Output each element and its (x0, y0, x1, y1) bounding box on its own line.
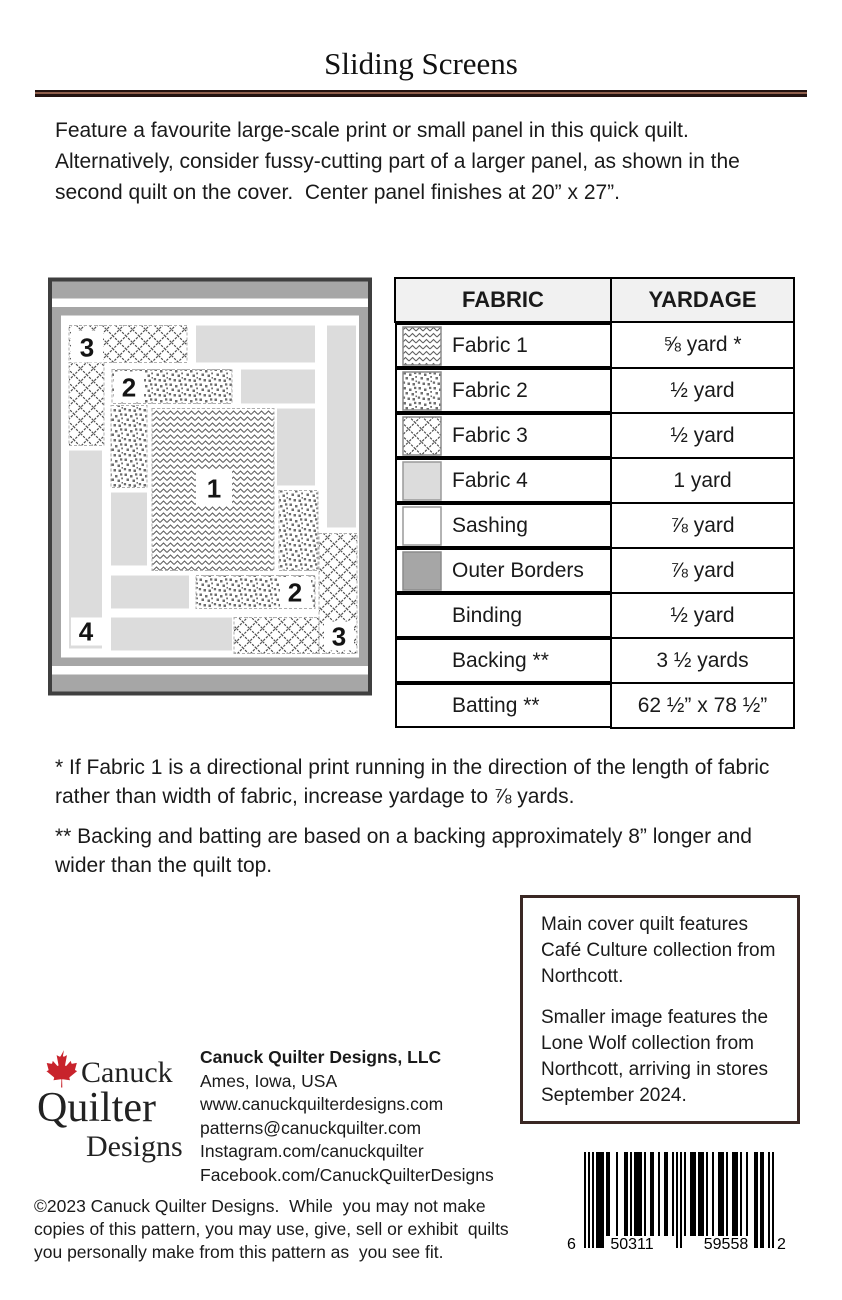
diagram-label-fabric2-top: 2 (121, 372, 137, 403)
info-box-para2: Smaller image features the Lone Wolf collection from Northcott, arriving in stores September 2024. (541, 1007, 769, 1106)
diagram-label-fabric4: 4 (78, 616, 94, 647)
table-row (395, 503, 794, 548)
fabric-name: Fabric 2 (452, 378, 528, 402)
barcode-digit-group1: 50311 (610, 1236, 654, 1253)
sashing-swatch-icon (402, 506, 442, 546)
yardage-value: 3 ½ yards (611, 638, 794, 683)
intro-text: Feature a favourite large-scale print or small panel in this quick quilt. Alternatively, consider fussy-cutting part of a larger panel, as shown in the second quilt on the cover. Center panel finishes at 20” x 27”. (55, 119, 746, 204)
note-backing-batting: ** Backing and batting are based on a backing approximately 8” longer and wider than the quilt top. (55, 825, 758, 877)
outer-borders-swatch-icon (402, 551, 442, 591)
company-location: Ames, Iowa, USA (200, 1070, 338, 1091)
patch-fabric4-mid-right (277, 409, 315, 486)
table-row (395, 638, 794, 683)
fabric2-swatch-icon (402, 371, 442, 411)
fabric-name: Binding (452, 603, 523, 627)
company-name: Canuck Quilter Designs, LLC (200, 1047, 442, 1067)
fabric-name: Batting ** (452, 693, 540, 717)
patch-fabric4-top (196, 326, 315, 363)
logo-word-quilter: Quilter (37, 1085, 156, 1131)
yardage-value: ⅝ yard * (611, 322, 794, 368)
barcode-digit-right: 2 (777, 1236, 786, 1253)
fabric-name: Fabric 1 (452, 333, 528, 357)
table-row (395, 593, 794, 638)
page-title: Sliding Screens (324, 46, 518, 81)
fabric-name: Outer Borders (452, 558, 584, 582)
fabric-name: Sashing (452, 513, 528, 537)
canuck-quilter-logo (36, 1044, 196, 1169)
company-facebook: Facebook.com/CanuckQuilterDesigns (200, 1164, 494, 1185)
yardage-value: ½ yard (611, 413, 794, 458)
company-email: patterns@canuckquilter.com (200, 1117, 422, 1138)
no-swatch-spacer (402, 596, 442, 636)
no-swatch-spacer (402, 686, 442, 726)
fabric-name: Fabric 4 (452, 468, 528, 492)
table-row (395, 368, 794, 413)
diagram-label-fabric3-top: 3 (79, 332, 95, 363)
info-box-para1: Main cover quilt features Café Culture collection from Northcott. (541, 914, 776, 987)
fabric4-swatch-icon (402, 461, 442, 501)
patch-fabric3-bottom-right-h (234, 618, 319, 654)
barcode-bars (567, 1152, 786, 1253)
company-website: www.canuckquilterdesigns.com (200, 1094, 444, 1114)
table-header-row (395, 278, 794, 322)
column-header-fabric: FABRIC (395, 278, 611, 322)
patch-fabric4-bottom (111, 618, 232, 651)
patch-fabric2-right-v (279, 491, 318, 571)
fabric-name: Fabric 3 (452, 423, 528, 447)
border-accent-stripe-bottom (52, 666, 368, 675)
yardage-value: ½ yard (611, 368, 794, 413)
yardage-value: 62 ½” x 78 ½” (611, 683, 794, 728)
patch-fabric3-top-left-v (69, 363, 104, 446)
quilt-diagram (48, 277, 372, 696)
column-header-yardage: YARDAGE (611, 278, 794, 322)
note-directional-print: * If Fabric 1 is a directional print running in the direction of the length of fabric rather than width of fabric, increase yardage to ⅞ yards. (55, 756, 776, 808)
company-instagram: Instagram.com/canuckquilter (200, 1141, 424, 1161)
no-swatch-spacer (402, 641, 442, 681)
title-divider (35, 90, 807, 97)
table-row (395, 458, 794, 503)
yardage-table (394, 277, 795, 729)
barcode-digit-left: 6 (567, 1236, 576, 1253)
patch-fabric4-lower-left (111, 576, 189, 609)
border-accent-stripe-top (52, 299, 368, 308)
yardage-value: ½ yard (611, 593, 794, 638)
logo-word-canuck: Canuck (81, 1056, 173, 1089)
patch-fabric2-left-v (111, 406, 147, 488)
patch-fabric4-mid-left (111, 493, 147, 566)
copyright-notice: ©2023 Canuck Quilter Designs. While you may not make copies of this pattern, you may use, give, sell or exhibit quilts you personally make from this pattern as you see fit. (34, 1196, 514, 1262)
yardage-value: 1 yard (611, 458, 794, 503)
table-row (395, 683, 794, 728)
diagram-label-fabric1-center: 1 (206, 473, 222, 504)
table-row (395, 322, 794, 368)
yardage-value: ⅞ yard (611, 503, 794, 548)
fabric-name: Backing ** (452, 648, 549, 672)
table-row (395, 413, 794, 458)
patch-fabric4-right-long (327, 326, 356, 528)
logo-word-designs: Designs (86, 1130, 183, 1163)
patch-fabric4-upper-right (241, 370, 315, 404)
fabric1-swatch-icon (402, 326, 442, 366)
yardage-value: ⅞ yard (611, 548, 794, 593)
contact-block (200, 1046, 500, 1187)
collections-info-box (520, 895, 800, 1124)
table-row (395, 548, 794, 593)
barcode-digit-group2: 59558 (703, 1236, 749, 1253)
upc-barcode (560, 1150, 800, 1256)
diagram-label-fabric3-bottom: 3 (331, 621, 347, 652)
fabric3-swatch-icon (402, 416, 442, 456)
diagram-label-fabric2-bottom: 2 (287, 577, 303, 608)
